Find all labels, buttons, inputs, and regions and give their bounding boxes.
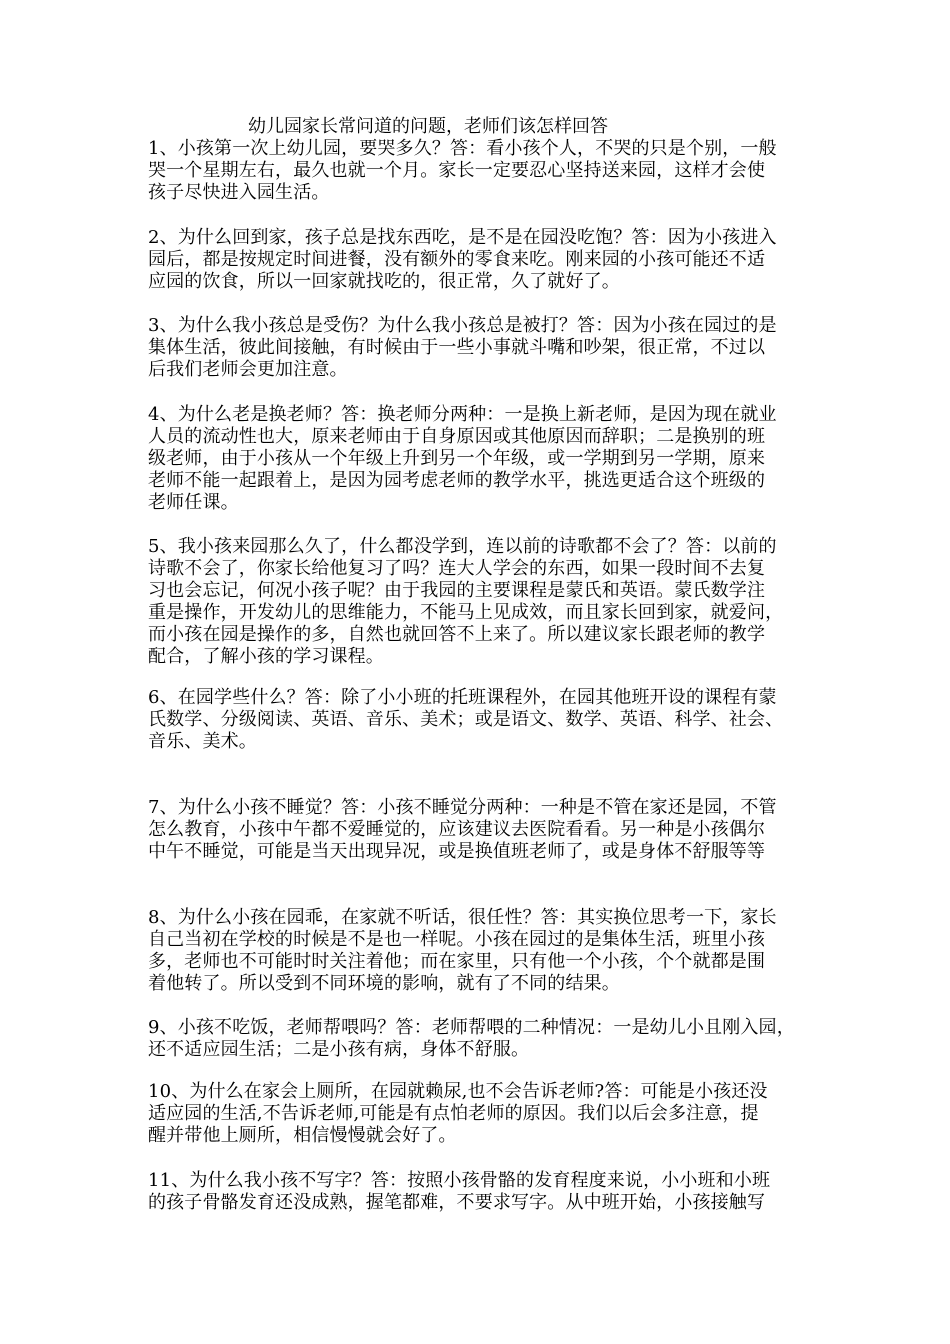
paragraph-line: 老师不能一起跟着上，是因为园考虑老师的教学水平，挑选更适合这个班级的	[148, 470, 766, 491]
paragraph-line: 醒并带他上厕所，相信慢慢就会好了。	[148, 1125, 457, 1146]
paragraph-line: 配合，了解小孩的学习课程。	[148, 646, 384, 667]
paragraph-line: 后我们老师会更加注意。	[148, 359, 348, 380]
paragraph-q7	[148, 797, 818, 863]
paragraph-line: 级老师，由于小孩从一个年级上升到另一个年级，或一学期到另一学期，原来	[148, 448, 766, 469]
paragraph-q9	[148, 1017, 818, 1061]
paragraph-line: 孩子尽快进入园生活。	[148, 182, 330, 203]
paragraph-line: 习也会忘记，何况小孩子呢？由于我园的主要课程是蒙氏和英语。蒙氏数学注	[148, 580, 766, 601]
paragraph-q8	[148, 907, 818, 995]
paragraph-line: 的孩子骨骼发育还没成熟，握笔都难，不要求写字。从中班开始，小孩接触写	[148, 1192, 766, 1213]
paragraph-q11	[148, 1170, 818, 1214]
paragraph-line: 4、为什么老是换老师？答：换老师分两种：一是换上新老师，是因为现在就业	[148, 404, 777, 425]
paragraph-line: 1、小孩第一次上幼儿园，要哭多久？答：看小孩个人，不哭的只是个别，一般	[148, 138, 777, 159]
paragraph-line: 音乐、美术。	[148, 731, 257, 752]
paragraph-line: 还不适应园生活；二是小孩有病，身体不舒服。	[148, 1039, 530, 1060]
paragraph-line: 氏数学、分级阅读、英语、音乐、美术；或是语文、数学、英语、科学、社会、	[148, 709, 784, 730]
paragraph-q2	[148, 227, 818, 293]
paragraph-line: 6、在园学些什么？答：除了小小班的托班课程外，在园其他班开设的课程有蒙	[148, 687, 777, 708]
paragraph-line: 多，老师也不可能时时关注着他；而在家里，只有他一个小孩，个个就都是围	[148, 951, 766, 972]
document-title: 幼儿园家长常问道的问题，老师们该怎样回答	[248, 116, 608, 137]
paragraph-line: 8、为什么小孩在园乖，在家就不听话，很任性？答：其实换位思考一下，家长	[148, 907, 777, 928]
paragraph-line: 中午不睡觉，可能是当天出现异况，或是换值班老师了，或是身体不舒服等等	[148, 841, 766, 862]
paragraph-line: 人员的流动性也大，原来老师由于自身原因或其他原因而辞职；二是换别的班	[148, 426, 766, 447]
paragraph-q3	[148, 315, 818, 381]
paragraph-line: 怎么教育，小孩中午都不爱睡觉的，应该建议去医院看看。另一种是小孩偶尔	[148, 819, 766, 840]
paragraph-line: 自己当初在学校的时候是不是也一样呢。小孩在园过的是集体生活，班里小孩	[148, 929, 766, 950]
paragraph-line: 7、为什么小孩不睡觉？答：小孩不睡觉分两种：一种是不管在家还是园，不管	[148, 797, 777, 818]
paragraph-line: 应园的饮食，所以一回家就找吃的，很正常，久了就好了。	[148, 271, 620, 292]
paragraph-line: 9、小孩不吃饭，老师帮喂吗？答：老师帮喂的二种情况：一是幼儿小且刚入园，	[148, 1017, 795, 1038]
paragraph-line: 5、我小孩来园那么久了，什么都没学到，连以前的诗歌都不会了？答：以前的	[148, 536, 777, 557]
paragraph-q1	[148, 138, 818, 204]
paragraph-line: 适应园的生活,不告诉老师,可能是有点怕老师的原因。我们以后会多注意，提	[148, 1103, 759, 1124]
paragraph-q6	[148, 687, 818, 753]
paragraph-line: 11、为什么我小孩不写字？答：按照小孩骨骼的发育程度来说，小小班和小班	[148, 1170, 771, 1191]
paragraph-q5	[148, 536, 818, 668]
paragraph-line: 园后，都是按规定时间进餐，没有额外的零食来吃。刚来园的小孩可能还不适	[148, 249, 766, 270]
paragraph-line: 老师任课。	[148, 492, 239, 513]
paragraph-line: 重是操作，开发幼儿的思维能力，不能马上见成效，而且家长回到家，就爱问，	[148, 602, 784, 623]
paragraph-q10	[148, 1081, 818, 1147]
paragraph-line: 集体生活，彼此间接触，有时候由于一些小事就斗嘴和吵架，很正常，不过以	[148, 337, 766, 358]
paragraph-line: 3、为什么我小孩总是受伤？为什么我小孩总是被打？答：因为小孩在园过的是	[148, 315, 777, 336]
paragraph-line: 哭一个星期左右，最久也就一个月。家长一定要忍心坚持送来园，这样才会使	[148, 160, 766, 181]
paragraph-line: 而小孩在园是操作的多，自然也就回答不上来了。所以建议家长跟老师的教学	[148, 624, 766, 645]
paragraph-line: 诗歌不会了，你家长给他复习了吗？连大人学会的东西，如果一段时间不去复	[148, 558, 766, 579]
paragraph-line: 2、为什么回到家，孩子总是找东西吃，是不是在园没吃饱？答：因为小孩进入	[148, 227, 777, 248]
paragraph-line: 着他转了。所以受到不同环境的影响，就有了不同的结果。	[148, 973, 620, 994]
paragraph-q4	[148, 404, 818, 514]
paragraph-line: 10、为什么在家会上厕所，在园就赖尿,也不会告诉老师?答：可能是小孩还没	[148, 1081, 768, 1102]
